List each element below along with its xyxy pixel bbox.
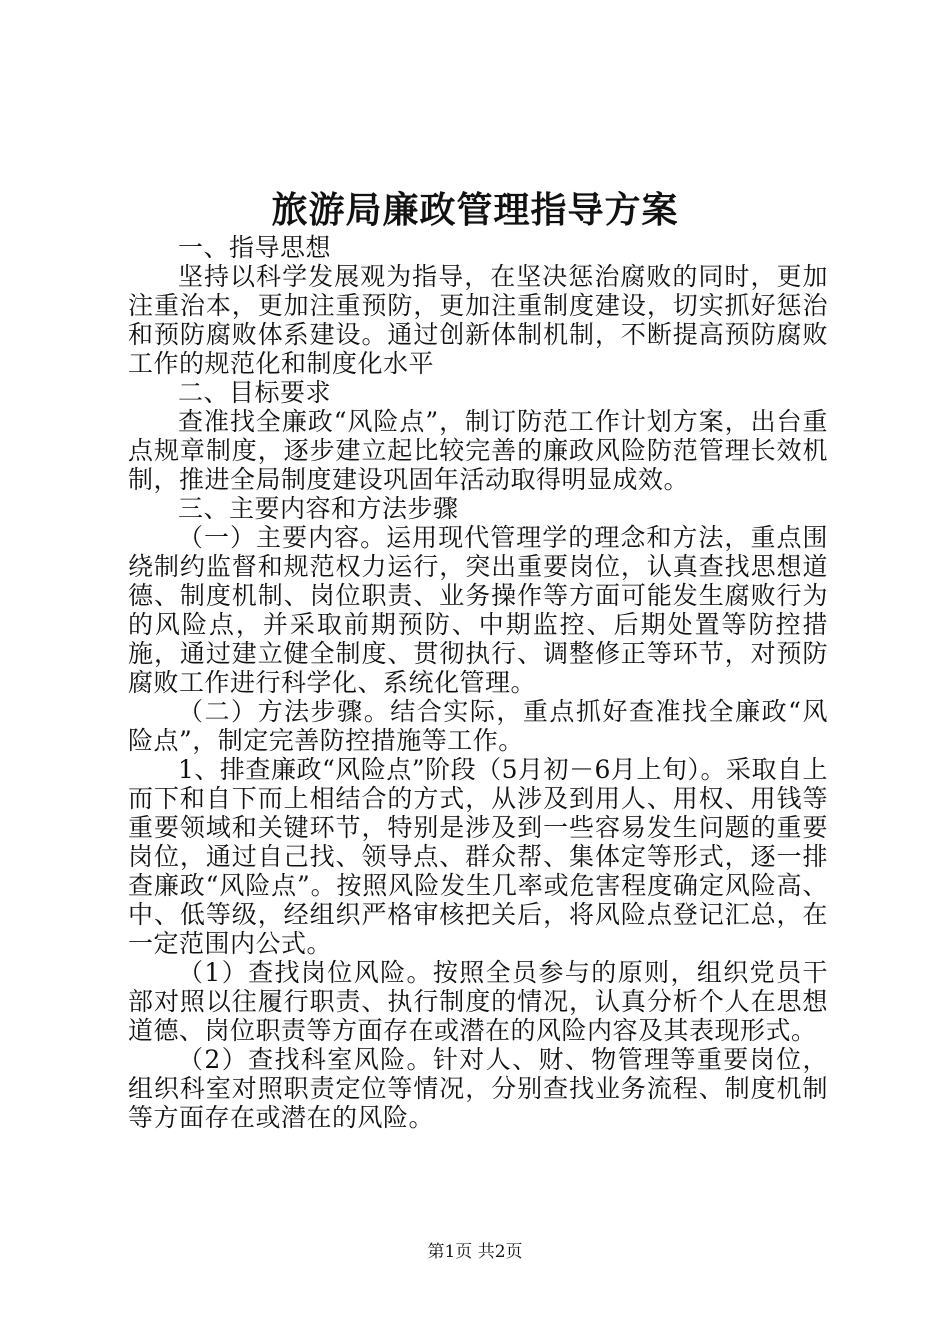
page-footer: 第1页 共2页 xyxy=(427,1242,523,1262)
section-heading-content-and-steps: 三、主要内容和方法步骤 xyxy=(178,494,459,523)
document-body xyxy=(128,233,828,1132)
paragraph-post-risk: （1）查找岗位风险。按照全员参与的原则，组织党员干部对照以往履行职责、执行制度的情况，认真分析个人在思想道德、岗位职责等方面存在或潜在的风险内容及其表现形式。 xyxy=(128,958,828,1045)
section-heading-guiding-ideology: 一、指导思想 xyxy=(178,233,332,262)
paragraph-office-risk: （2）查找科室风险。针对人、财、物管理等重要岗位，组织科室对照职责定位等情况，分别查找业务流程、制度机制等方面存在或潜在的风险。 xyxy=(128,1045,828,1132)
paragraph-stage-one: 1、排查廉政“风险点”阶段（5月初－6月上旬）。采取自上而下和自下而上相结合的方式，从涉及到用人、用权、用钱等重要领域和关键环节，特别是涉及到一些容易发生问题的重要岗位，通过自己找、领导点、群众帮、集体定等形式，逐一排查廉政“风险点”。按照风险发生几率或危害程度确定风险高、中、低等级，经组织严格审核把关后，将风险点登记汇总，在一定范围内公式。 xyxy=(128,755,828,958)
paragraph-goals: 查准找全廉政“风险点”，制订防范工作计划方案，出台重点规章制度，逐步建立起比较完善的廉政风险防范管理长效机制，推进全局制度建设巩固年活动取得明显成效。 xyxy=(128,407,828,494)
section-heading-goals: 二、目标要求 xyxy=(178,378,332,407)
paragraph-guiding-ideology: 坚持以科学发展观为指导，在坚决惩治腐败的同时，更加注重治本，更加注重预防，更加注重制度建设，切实抓好惩治和预防腐败体系建设。通过创新体制机制，不断提高预防腐败工作的规范化和制度化水平 xyxy=(128,262,828,378)
paragraph-method-steps: （二）方法步骤。结合实际，重点抓好查准找全廉政“风险点”，制定完善防控措施等工作。 xyxy=(128,697,828,755)
paragraph-main-content: （一）主要内容。运用现代管理学的理念和方法，重点围绕制约监督和规范权力运行，突出重要岗位，认真查找思想道德、制度机制、岗位职责、业务操作等方面可能发生腐败行为的风险点，并采取前期预防、中期监控、后期处置等防控措施，通过建立健全制度、贯彻执行、调整修正等环节，对预防腐败工作进行科学化、系统化管理。 xyxy=(128,523,828,697)
document-title: 旅游局廉政管理指导方案 xyxy=(271,189,679,231)
